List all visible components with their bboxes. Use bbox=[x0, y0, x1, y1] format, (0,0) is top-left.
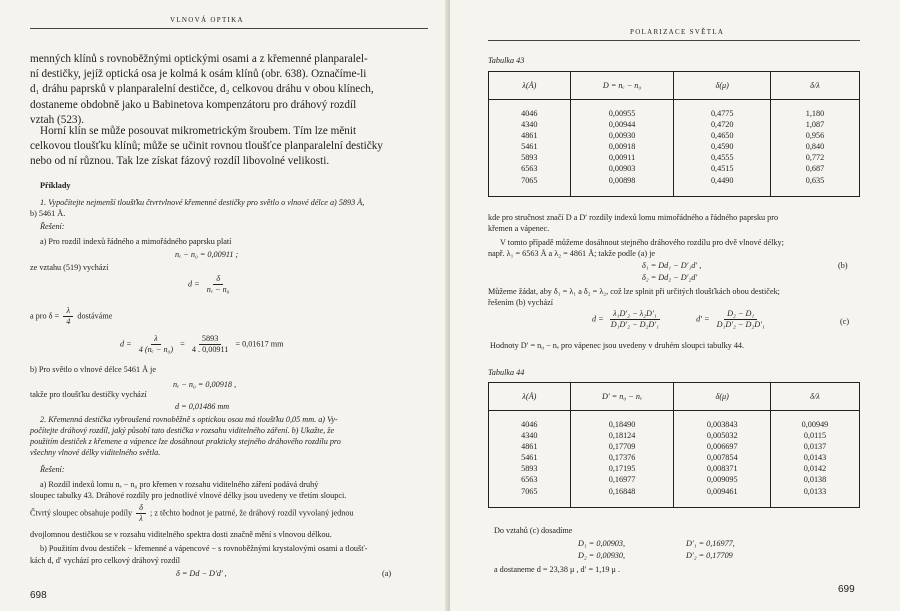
text-line: dostaneme obdobně jako u Babinetova kompenzátoru pro dráhový rozdíl bbox=[30, 98, 357, 111]
table-cell: 0,956 bbox=[770, 130, 859, 141]
running-header: POLARIZACE SVĚTLA bbox=[630, 28, 725, 36]
example-line: použitím destiček z křemene a vápence lze dosáhnout prakticky stejného dráhového rozdílu pro bbox=[30, 437, 341, 446]
table-cell: 0,635 bbox=[770, 175, 859, 197]
table-cell: 0,4555 bbox=[674, 152, 770, 163]
table-cell: 7065 bbox=[489, 175, 571, 197]
example-line: počítejte dráhový rozdíl, jaký působí tato destička v rozsahu viditelného záření. b) Ukažte, že bbox=[30, 426, 335, 435]
text-line: Horní klín se může posouvat mikrometrickým šroubem. Tím lze měnit bbox=[40, 125, 357, 137]
text-line: d₁ dráhu paprsků v planparalelní destičce, d₂ celkovou dráhu v obou klínech, bbox=[30, 83, 374, 96]
table-cell: 0,0137 bbox=[770, 441, 859, 452]
table-row bbox=[489, 163, 860, 174]
table-cell: 0,4775 bbox=[674, 100, 770, 120]
column-header: δ/λ bbox=[770, 383, 859, 411]
table-cell: 0,009095 bbox=[674, 474, 770, 485]
text-line: např. λ₁ = 6563 Å a λ₂ = 4861 Å; takže podle (a) je bbox=[488, 249, 656, 258]
equation-tag: (b) bbox=[838, 261, 848, 270]
table-cell: 1,180 bbox=[770, 100, 859, 120]
table-cell: 0,687 bbox=[770, 163, 859, 174]
table-row bbox=[489, 463, 860, 474]
text-line: Hodnoty D′ = n₀ − nₑ pro vápenec jsou uvedeny v druhém sloupci tabulky 44. bbox=[490, 341, 745, 350]
column-header: λ(Å) bbox=[489, 383, 571, 411]
table-row bbox=[489, 119, 860, 130]
table-cell: 0,0115 bbox=[770, 430, 859, 441]
equation-tag: (c) bbox=[840, 317, 850, 326]
table-cell: 0,18124 bbox=[570, 430, 674, 441]
solution-label: Řešení: bbox=[40, 465, 65, 474]
table-cell: 5461 bbox=[489, 452, 571, 463]
page-number: 699 bbox=[838, 584, 855, 595]
table-cell: 0,17195 bbox=[570, 463, 674, 474]
table-cell: 0,4650 bbox=[674, 130, 770, 141]
table-cell: 5893 bbox=[489, 463, 571, 474]
text-line: V tomto případě můžeme dosáhnout stejného dráhového rozdílu pro dvě vlnové délky; bbox=[500, 238, 784, 247]
example-line: takže pro tloušťku destičky vychází bbox=[30, 390, 147, 399]
fraction: $\frac{\lambda}{4}$ bbox=[63, 306, 73, 327]
table-cell: 0,00944 bbox=[570, 119, 674, 130]
fraction: $\frac{\text{D₂ − D₁}}{\text{D₁D′₂ − D₂D′₁}}$ bbox=[716, 309, 765, 329]
table-cell: 4046 bbox=[489, 100, 571, 120]
fraction: $\frac{\delta}{\text{nₑ − n₀}}$ bbox=[206, 274, 230, 294]
header-rule bbox=[488, 40, 860, 41]
equation: D′₂ = 0,17709 bbox=[686, 551, 733, 560]
example-line: ze vztahu (519) vychází bbox=[30, 263, 109, 272]
text-line: menných klínů s rovnoběžnými optickými osami a z křemenné planparalel- bbox=[30, 53, 368, 65]
column-header: δ(μ) bbox=[674, 383, 770, 411]
text-line: kde pro stručnost značí D a D′ rozdíly indexů lomu mimořádného a řádného paprsku pro bbox=[488, 213, 779, 222]
table-cell: 0,840 bbox=[770, 141, 859, 152]
equation: d = $\frac{\lambda}{\text{4 (nₑ − n₀)}}$ = $\frac{5893}{4 . 0,00911}$ = 0,01617 mm bbox=[120, 334, 284, 354]
fraction: $\frac{\text{λ₁D′₂ − λ₂D′₁}}{\text{D₁D′₂ − D₂D′₁}}$ bbox=[610, 309, 659, 329]
paragraph bbox=[30, 124, 383, 170]
equation: D₁ = 0,00903, bbox=[578, 539, 626, 548]
table-cell: 0,009461 bbox=[674, 486, 770, 508]
table-cell: 5893 bbox=[489, 152, 571, 163]
equation: D′₁ = 0,16977, bbox=[686, 539, 735, 548]
table-row bbox=[489, 452, 860, 463]
equation: δ₁ = Dd₁ − D′₁d′ , bbox=[642, 261, 702, 270]
text-line: křemen a vápenec. bbox=[488, 224, 550, 233]
table-row bbox=[489, 430, 860, 441]
example-line: a) Pro rozdíl indexů řádného a mimořádného paprsku platí bbox=[40, 237, 232, 246]
column-header: D = nₑ − n₀ bbox=[570, 72, 674, 100]
table-caption: Tabulka 44 bbox=[488, 368, 525, 377]
table-cell: 4861 bbox=[489, 441, 571, 452]
equation: d = 0,01486 mm bbox=[175, 402, 230, 411]
table-cell: 0,00903 bbox=[570, 163, 674, 174]
text-line: ní destičky, jejíž optická osa je kolmá k osám klínů (obr. 638). Označíme-li bbox=[30, 68, 367, 81]
text-line: řešením (b) vychází bbox=[488, 298, 554, 307]
equation: δ = Dd − D′d′ , bbox=[176, 569, 227, 578]
table-row bbox=[489, 411, 860, 431]
table-cell: 0,00955 bbox=[570, 100, 674, 120]
examples-heading: Příklady bbox=[40, 181, 71, 190]
example-line: a pro δ = $\frac{\lambda}{4}$ dostáváme bbox=[30, 306, 113, 326]
text-line: Můžeme žádat, aby δ₁ = λ₁ a δ₂ = λ₂, což lze splnit při určitých tloušťkách obou destiček; bbox=[488, 287, 780, 296]
table-cell: 0,00949 bbox=[770, 411, 859, 431]
table-cell: 0,16977 bbox=[570, 474, 674, 485]
table-cell: 6563 bbox=[489, 163, 571, 174]
table-cell: 0,17376 bbox=[570, 452, 674, 463]
table-cell: 0,006697 bbox=[674, 441, 770, 452]
table-row bbox=[489, 100, 860, 120]
table-cell: 0,00930 bbox=[570, 130, 674, 141]
table-cell: 0,0143 bbox=[770, 452, 859, 463]
table-cell: 0,4515 bbox=[674, 163, 770, 174]
fraction: $\frac{\delta}{\lambda}$ bbox=[136, 503, 146, 524]
equation-lhs: d = bbox=[188, 279, 200, 289]
table-cell: 5461 bbox=[489, 141, 571, 152]
example-line: sloupec tabulky 43. Dráhové rozdíly pro jednotlivé vlnové délky jsou uvedeny ve třetím sloupci. bbox=[30, 491, 347, 500]
column-header: δ/λ bbox=[770, 72, 859, 100]
table-cell: 4340 bbox=[489, 430, 571, 441]
table-cell: 0,18490 bbox=[570, 411, 674, 431]
equation: nₑ − n₀ = 0,00918 , bbox=[173, 380, 237, 389]
table-cell: 0,003843 bbox=[674, 411, 770, 431]
example-line: 1. Vypočítejte nejmenší tloušťku čtvrtvlnové křemenné destičky pro světlo o vlnové délce a) 5893 Å, bbox=[40, 198, 365, 207]
table-cell: 0,00898 bbox=[570, 175, 674, 197]
table-cell: 0,4490 bbox=[674, 175, 770, 197]
example-line: b) Použitím dvou destiček − křemenné a vápencové − s rovnoběžnými krystalovými osami a tloušť- bbox=[40, 544, 368, 553]
table-cell: 0,005032 bbox=[674, 430, 770, 441]
fraction: $\frac{5893}{4 . 0,00911}$ bbox=[191, 334, 229, 354]
text-line: Do vztahů (c) dosadíme bbox=[494, 526, 573, 535]
table-cell: 0,4720 bbox=[674, 119, 770, 130]
table-cell: 0,007854 bbox=[674, 452, 770, 463]
table-row bbox=[489, 152, 860, 163]
example-line: všechny vlnové délky viditelného světla. bbox=[30, 448, 161, 457]
table-cell: 0,4590 bbox=[674, 141, 770, 152]
equation: d = $\frac{\text{λ₁D′₂ − λ₂D′₁}}{\text{D₁D′₂ − D₂D′₁}}$ d′ = $\frac{\text{D₂ − D₁}}{\text{D₁D′₂ − D₂D′₁}}$ bbox=[592, 309, 770, 330]
table-row bbox=[489, 141, 860, 152]
table-caption: Tabulka 43 bbox=[488, 56, 525, 65]
equation: nₑ − n₀ = 0,00911 ; bbox=[175, 250, 239, 259]
equation: δ₂ = Dd₂ − D′₂d′ bbox=[642, 273, 698, 282]
column-header: D′ = n₀ − nₑ bbox=[570, 383, 674, 411]
table-cell: 0,008371 bbox=[674, 463, 770, 474]
fraction: $\frac{\lambda}{\text{4 (nₑ − n₀)}}$ bbox=[138, 334, 174, 354]
example-line: b) 5461 Å. bbox=[30, 209, 66, 218]
text-line: a dostaneme d = 23,38 μ , d′ = 1,19 μ . bbox=[494, 565, 620, 574]
table-cell: 4340 bbox=[489, 119, 571, 130]
equation bbox=[188, 274, 235, 295]
column-header: δ(μ) bbox=[674, 72, 770, 100]
example-line: 2. Křemenná destička vybroušená rovnoběžně s optickou osou má tloušťku 0,05 mm. a) Vy- bbox=[40, 415, 338, 424]
table-cell: 7065 bbox=[489, 486, 571, 508]
table-cell: 0,0142 bbox=[770, 463, 859, 474]
table-row bbox=[489, 474, 860, 485]
page-number: 698 bbox=[30, 590, 47, 601]
solution-label: Řešení: bbox=[40, 222, 65, 231]
table-cell: 6563 bbox=[489, 474, 571, 485]
table-cell: 4861 bbox=[489, 130, 571, 141]
example-line: kách d, d′ vychází pro celkový dráhový rozdíl bbox=[30, 556, 181, 565]
data-table bbox=[488, 71, 860, 197]
example-line: dvojlomnou destičkou se v rozsahu viditelného spektra dosti značně mění s vlnovou délkou. bbox=[30, 530, 332, 539]
equation-tag: (a) bbox=[382, 569, 392, 578]
paragraph bbox=[488, 286, 780, 308]
text-line: celkovou tloušťku klínů; může se učinit rovnou tloušťce planparalelní destičky bbox=[30, 140, 383, 153]
table-cell: 1,087 bbox=[770, 119, 859, 130]
table-row bbox=[489, 175, 860, 197]
data-table bbox=[488, 382, 860, 508]
table-cell: 0,772 bbox=[770, 152, 859, 163]
text-line: vztah (523). bbox=[30, 113, 85, 126]
paragraph bbox=[488, 212, 784, 259]
header-rule bbox=[30, 28, 428, 29]
table-cell: 0,00911 bbox=[570, 152, 674, 163]
table-cell: 0,17709 bbox=[570, 441, 674, 452]
table-row bbox=[489, 441, 860, 452]
equation: D₂ = 0,00930, bbox=[578, 551, 626, 560]
table-row bbox=[489, 130, 860, 141]
running-header: VLNOVÁ OPTIKA bbox=[170, 16, 244, 24]
table-cell: 4046 bbox=[489, 411, 571, 431]
table-cell: 0,16848 bbox=[570, 486, 674, 508]
table-cell: 0,0133 bbox=[770, 486, 859, 508]
table-cell: 0,00918 bbox=[570, 141, 674, 152]
example-line: a) Rozdíl indexů lomu nₑ − n₀ pro křemen v rozsahu viditelného záření podává druhý bbox=[40, 480, 319, 489]
table-row bbox=[489, 486, 860, 508]
example-line: b) Pro světlo o vlnové délce 5461 Å je bbox=[30, 365, 156, 374]
right-page bbox=[450, 0, 900, 611]
paragraph bbox=[30, 52, 374, 128]
column-header: λ(Å) bbox=[489, 72, 571, 100]
example-line: Čtvrtý sloupec obsahuje podíly $\frac{\delta}{\lambda}$ ; z těchto hodnot je patrné, že dráhový rozdíl vyvolaný jednou bbox=[30, 503, 354, 523]
text-line: nebo od ní různou. Tak lze získat fázový rozdíl libovolné velikosti. bbox=[30, 155, 330, 168]
table-cell: 0,0138 bbox=[770, 474, 859, 485]
